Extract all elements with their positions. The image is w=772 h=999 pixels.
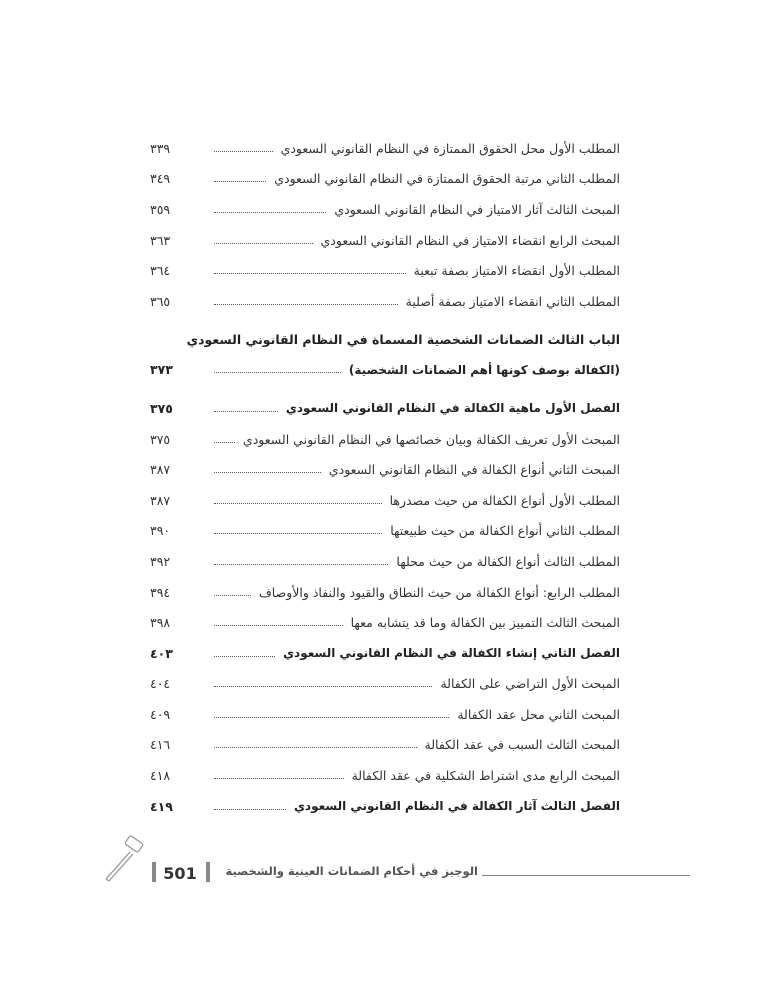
toc-entry-page: ٣٨٧ (150, 462, 171, 478)
toc-entry-page: ٣٤٩ (150, 171, 171, 187)
toc-row[interactable] (150, 669, 620, 700)
toc-row[interactable] (150, 577, 620, 608)
toc-entry-title: المطلب الثالث أنواع الكفالة من حيث محلها (396, 553, 620, 569)
toc-row[interactable] (150, 255, 620, 286)
toc-row[interactable] (150, 516, 620, 547)
toc-entry-title: المبحث الرابع انقضاء الامتياز في النظام القانوني السعودي (320, 232, 620, 248)
leader-dots (214, 141, 273, 152)
leader-dots (214, 171, 266, 182)
toc-entry-page: ٣٨٧ (150, 492, 171, 508)
leader-dots (214, 493, 382, 504)
toc-row[interactable] (150, 699, 620, 730)
toc-entry-title: (الكفالة بوصف كونها أهم الضمانات الشخصية) (348, 362, 620, 377)
leader-dots (214, 799, 286, 810)
leader-dots (214, 202, 326, 213)
toc-row[interactable] (150, 730, 620, 761)
leader-dots (214, 676, 432, 687)
leader-dots (214, 554, 388, 565)
toc-entry-page: ٣٩٤ (150, 584, 171, 600)
toc-entry-title: المبحث الثاني محل عقد الكفالة (457, 706, 620, 722)
toc-row[interactable] (150, 225, 620, 256)
leader-dots (214, 615, 343, 626)
toc-entry-title: المطلب الرابع: أنواع الكفالة من حيث النطاق والقيود والنفاذ والأوصاف (258, 584, 620, 600)
toc-row[interactable] (150, 791, 620, 822)
toc-row[interactable] (150, 454, 620, 485)
toc-entry-page: ٣٣٩ (150, 140, 171, 156)
leader-dots (214, 294, 398, 305)
leader-dots (214, 707, 449, 718)
leader-dots (214, 646, 275, 657)
footer-rule (482, 875, 690, 876)
toc-entry-title: المبحث الثاني أنواع الكفالة في النظام القانوني السعودي (328, 462, 620, 478)
toc-entry-title: الفصل الثالث آثار الكفالة في النظام القانوني السعودي (293, 799, 620, 814)
toc-entry-page: ٣٧٣ (150, 362, 173, 378)
toc-entry-page: ٣٥٩ (150, 201, 171, 217)
toc-entry-page: ٣٧٥ (150, 400, 173, 416)
toc-row[interactable] (150, 760, 620, 791)
toc-row[interactable] (150, 133, 620, 164)
toc-entry-page: ٣٩٢ (150, 553, 171, 569)
toc-row[interactable] (150, 485, 620, 516)
toc-entry-page: ٣٩٠ (150, 523, 171, 539)
toc-entry-title: المبحث الأول تعريف الكفالة وبيان خصائصها في النظام القانوني السعودي (242, 431, 620, 447)
toc-entry-page: ٤٠٤ (150, 676, 171, 692)
leader-dots (214, 737, 417, 748)
toc-entry-title: المبحث الثالث التمييز بين الكفالة وما قد يتشابه معها (350, 615, 620, 631)
toc-entry-page: ٤١٨ (150, 768, 171, 784)
toc-entry-page: ٣٦٣ (150, 232, 171, 248)
leader-dots (214, 768, 344, 779)
toc-entry-title: المطلب الأول أنواع الكفالة من حيث مصدرها (389, 492, 620, 508)
toc-entry-title: المبحث الثالث السبب في عقد الكفالة (424, 737, 620, 753)
toc-entry-page: ٤٠٣ (150, 645, 173, 661)
page-footer (0, 852, 772, 892)
toc-row[interactable] (150, 286, 620, 317)
toc-entry-page: ٣٩٨ (150, 615, 171, 631)
toc-entry-title: المطلب الأول محل الحقوق الممتازة في النظام القانوني السعودي (280, 140, 620, 156)
spacer (150, 385, 620, 393)
toc-entry-title: المطلب الأول انقضاء الامتياز بصفة تبعية (413, 263, 620, 279)
part-heading: الباب الثالث الضمانات الشخصية المسماة في النظام القانوني السعودي (186, 332, 620, 348)
footer-bar-left (152, 862, 156, 882)
toc-row[interactable] (150, 607, 620, 638)
toc-entry-title: المطلب الثاني أنواع الكفالة من حيث طبيعتها (390, 523, 620, 539)
table-of-contents (150, 133, 620, 821)
toc-entry-title: المبحث الثالث آثار الامتياز في النظام القانوني السعودي (334, 201, 620, 217)
toc-entry-title: المطلب الثاني مرتبة الحقوق الممتازة في النظام القانوني السعودي (274, 171, 620, 187)
toc-entry-page: ٣٦٥ (150, 293, 171, 309)
toc-row[interactable] (150, 393, 620, 424)
toc-entry-title: المبحث الرابع مدى اشتراط الشكلية في عقد الكفالة (351, 768, 620, 784)
toc-entry-title: الفصل الأول ماهية الكفالة في النظام القانوني السعودي (285, 401, 620, 416)
toc-entry-title: الفصل الثاني إنشاء الكفالة في النظام القانوني السعودي (283, 646, 620, 661)
toc-entry-page: ٤٠٩ (150, 706, 171, 722)
leader-dots (214, 263, 406, 274)
toc-entry-page: ٣٦٤ (150, 263, 171, 279)
toc-row-part-subheading[interactable] (150, 355, 620, 386)
toc-row[interactable] (150, 194, 620, 225)
leader-dots (214, 362, 341, 373)
toc-group-1 (150, 133, 620, 317)
book-title: الوجيز في أحكام الضمانات العينية والشخصية (225, 864, 478, 878)
toc-row[interactable] (150, 424, 620, 455)
leader-dots (214, 432, 235, 443)
spacer (150, 317, 620, 325)
page-number: 501 (163, 863, 197, 883)
footer-bar-right (206, 862, 210, 882)
toc-row[interactable] (150, 638, 620, 669)
leader-dots (214, 585, 251, 596)
leader-dots (214, 401, 278, 412)
toc-entry-title: المطلب الثاني انقضاء الامتياز بصفة أصلية (405, 293, 620, 309)
toc-entry-page: ٣٧٥ (150, 431, 171, 447)
toc-group-2 (150, 393, 620, 821)
toc-row[interactable] (150, 546, 620, 577)
leader-dots (214, 462, 321, 473)
toc-entry-page: ٤١٩ (150, 798, 173, 814)
toc-entry-title: المبحث الأول التراضي على الكفالة (440, 676, 620, 692)
toc-entry-page: ٤١٦ (150, 737, 171, 753)
leader-dots (214, 233, 313, 244)
toc-row[interactable] (150, 164, 620, 195)
leader-dots (214, 523, 382, 534)
